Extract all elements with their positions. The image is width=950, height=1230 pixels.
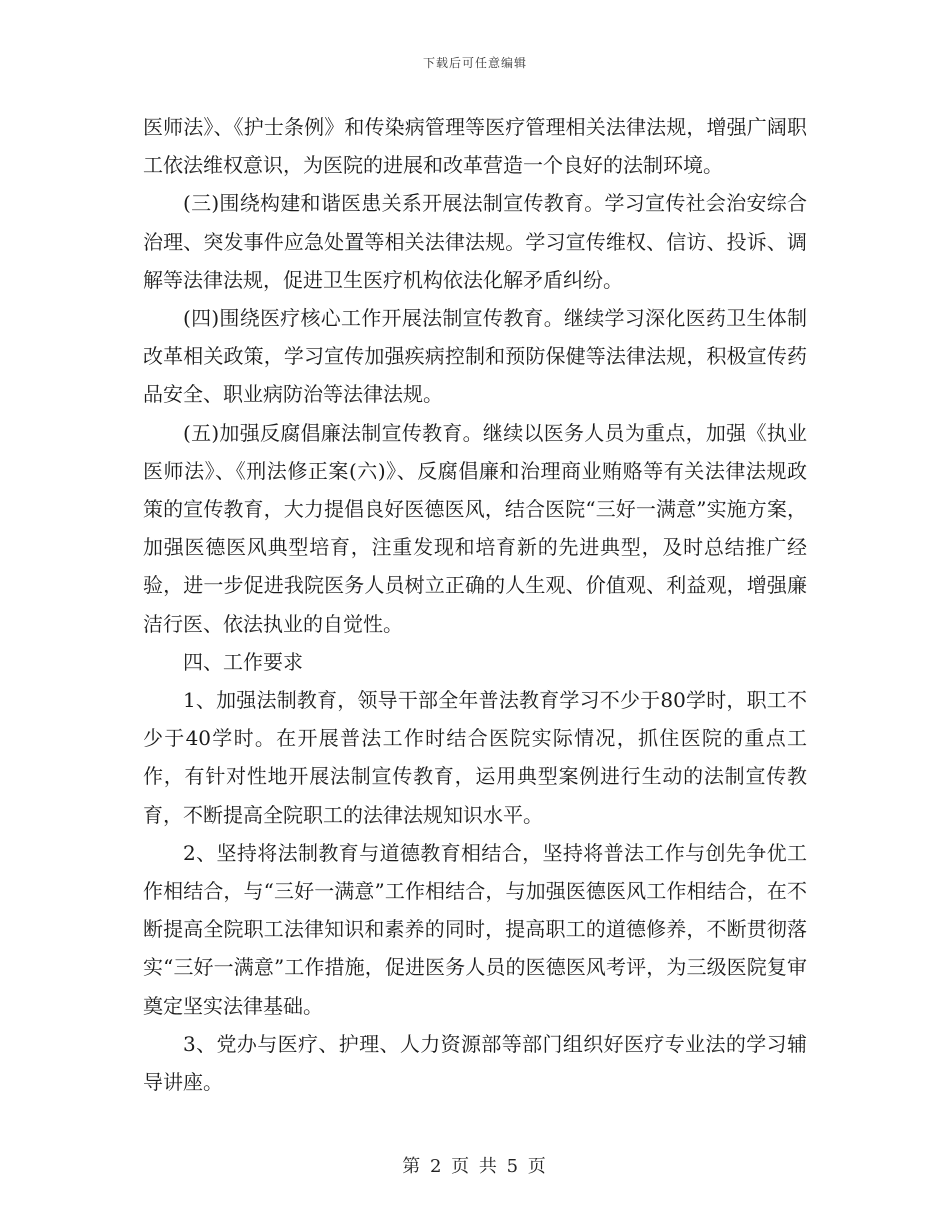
section-heading-work-requirements: 四、工作要求 xyxy=(183,649,303,674)
paragraph-continuation: 医师法》、《护士条例》和传染病管理等医疗管理相关法律法规，增强广阔职工依法维权意识，为医院的进展和改革营造一个良好的法制环境。 xyxy=(143,115,807,178)
page-number-footer: 第 2 页 共 5 页 xyxy=(402,1156,548,1177)
paragraph-item-4: (四)围绕医疗核心工作开展法制宣传教育。继续学习深化医药卫生体制改革相关政策，学习宣传加强疾病控制和预防保健等法律法规，积极宣传药品安全、职业病防治等法律法规。 xyxy=(143,306,807,407)
paragraph-item-5: (五)加强反腐倡廉法制宣传教育。继续以医务人员为重点，加强《执业医师法》、《刑法修正案(六)》、反腐倡廉和治理商业贿赂等有关法律法规政策的宣传教育，大力提倡良好医德医风，结合医院“三好一满意”实施方案，加强医德医风典型培育，注重发现和培育新的先进典型，及时总结推广经验，进一步促进我院医务人员树立正确的人生观、价值观、利益观，增强廉洁行医、依法执业的自觉性。 xyxy=(143,420,807,636)
header-note: 下载后可任意编辑 xyxy=(422,56,527,70)
paragraph-item-3: (三)围绕构建和谐医患关系开展法制宣传教育。学习宣传社会治安综合治理、突发事件应急处置等相关法律法规。学习宣传维权、信访、投诉、调解等法律法规，促进卫生医疗机构依法化解矛盾纠纷。 xyxy=(143,191,807,292)
document-body xyxy=(143,108,807,1101)
requirement-item-3: 3、党办与医疗、护理、人力资源部等部门组织好医疗专业法的学习辅导讲座。 xyxy=(143,1031,807,1095)
requirement-item-1: 1、加强法制教育，领导干部全年普法教育学习不少于80学时，职工不少于40学时。在开展普法工作时结合医院实际情况，抓住医院的重点工作，有针对性地开展法制宣传教育，运用典型案例进行生动的法制宣传教育，不断提高全院职工的法律法规知识水平。 xyxy=(143,688,807,827)
requirement-item-2: 2、坚持将法制教育与道德教育相结合，坚持将普法工作与创先争优工作相结合，与“三好一满意”工作相结合，与加强医德医风工作相结合，在不断提高全院职工法律知识和素养的同时，提高职工的道德修养，不断贯彻落实“三好一满意”工作措施，促进医务人员的医德医风考评，为三级医院复审奠定坚实法律基础。 xyxy=(143,840,807,1018)
